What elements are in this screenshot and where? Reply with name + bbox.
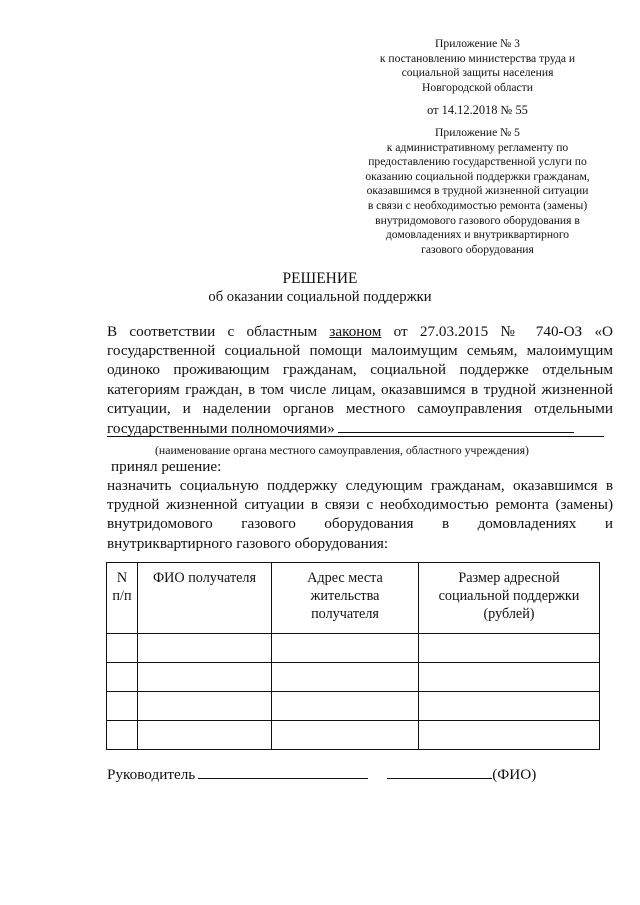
table-cell[interactable] bbox=[138, 692, 272, 721]
table-cell[interactable] bbox=[107, 634, 138, 663]
appendix-5-header bbox=[355, 126, 600, 257]
appendix-3-line: к постановлению министерства труда и bbox=[379, 51, 576, 65]
appendix-5-line: газового оборудования bbox=[421, 242, 534, 256]
preamble-line-5: ситуации, и наделении органов местного самоуправления отдельными bbox=[107, 399, 613, 417]
appendix-5-line: к административному регламенту по bbox=[386, 140, 569, 154]
table-cell[interactable] bbox=[272, 692, 419, 721]
decision-line-1: назначить социальную поддержку следующим гражданам, оказавшимся в bbox=[107, 477, 613, 494]
appendix-3-line: Новгородской области bbox=[422, 80, 533, 94]
table-cell[interactable] bbox=[138, 663, 272, 692]
decision-intro: принял решение: bbox=[111, 458, 222, 475]
appendix-5-line: домовладениях и внутриквартирного bbox=[385, 228, 570, 242]
table-cell[interactable] bbox=[272, 721, 419, 750]
authority-blank-line[interactable] bbox=[338, 418, 574, 433]
table-cell[interactable] bbox=[419, 692, 600, 721]
signature-label: Руководитель bbox=[107, 766, 196, 783]
appendix-5-title: Приложение № 5 bbox=[435, 126, 520, 139]
signature-blank[interactable] bbox=[198, 764, 368, 779]
table-row bbox=[107, 634, 600, 663]
appendix-5-line: внутридомового газового оборудования в bbox=[375, 213, 580, 227]
appendix-5-line: оказанию социальной поддержки гражданам, bbox=[365, 169, 590, 183]
decision-text bbox=[107, 476, 613, 553]
table-cell[interactable] bbox=[138, 634, 272, 663]
column-header-full-name: ФИО получателя bbox=[138, 563, 272, 634]
column-header-address: Адрес места жительства получателя bbox=[272, 563, 419, 634]
table-cell[interactable] bbox=[107, 663, 138, 692]
preamble-line-3: одиноко проживающим гражданам, социальной поддержке отдельным bbox=[107, 361, 613, 379]
table-cell[interactable] bbox=[419, 721, 600, 750]
fio-blank[interactable] bbox=[387, 764, 492, 779]
law-link[interactable]: законом bbox=[329, 323, 382, 340]
signature-line bbox=[107, 764, 536, 784]
document-subtitle: об оказании социальной поддержки bbox=[208, 289, 432, 305]
preamble-line-4: категориям граждан, в том числе лицам, оказавшимся в трудной жизненной bbox=[107, 380, 613, 398]
decision-line-4: внутриквартирного газового оборудования: bbox=[107, 534, 389, 552]
appendix-3-line: социальной защиты населения bbox=[401, 66, 554, 80]
column-header-number: N п/п bbox=[107, 563, 138, 634]
preamble-line-6: государственными полномочиями» bbox=[107, 418, 613, 438]
column-header-support-amount: Размер адресной социальной поддержки (рублей) bbox=[419, 563, 600, 634]
appendix-3-date: от 14.12.2018 № 55 bbox=[427, 103, 528, 117]
table-row bbox=[107, 692, 600, 721]
decision-line-2: трудной жизненной ситуации в связи с необходимостью ремонта (замены) bbox=[107, 496, 613, 514]
appendix-5-line: в связи с необходимостью ремонта (замены) bbox=[367, 198, 588, 212]
table-cell[interactable] bbox=[419, 663, 600, 692]
decision-line-3: внутридомового газового оборудования в домовладениях и bbox=[107, 515, 613, 533]
document-title: РЕШЕНИЕ bbox=[282, 270, 358, 287]
recipients-table bbox=[106, 562, 600, 750]
preamble-line-2: государственной социальной помощи малоимущим семьям, малоимущим bbox=[107, 342, 613, 360]
preamble bbox=[107, 322, 613, 438]
organization-blank-line[interactable] bbox=[107, 436, 604, 437]
table-header-row bbox=[107, 563, 600, 634]
table-cell[interactable] bbox=[138, 721, 272, 750]
appendix-5-line: оказавшимся в трудной жизненной ситуации bbox=[366, 184, 589, 198]
fio-label: (ФИО) bbox=[492, 766, 537, 783]
table-row bbox=[107, 721, 600, 750]
organization-caption: (наименование органа местного самоуправления, областного учреждения) bbox=[155, 443, 529, 457]
appendix-3-header bbox=[355, 37, 600, 95]
appendix-3-title: Приложение № 3 bbox=[435, 37, 520, 50]
appendix-5-line: предоставлению государственной услуги по bbox=[368, 155, 587, 169]
table-cell[interactable] bbox=[107, 721, 138, 750]
table-row bbox=[107, 663, 600, 692]
table-cell[interactable] bbox=[272, 663, 419, 692]
table-cell[interactable] bbox=[272, 634, 419, 663]
preamble-line-1: В соответствии с областным законом от 27.03.2015 № 740-ОЗ «О bbox=[107, 323, 614, 340]
table-cell[interactable] bbox=[107, 692, 138, 721]
table-cell[interactable] bbox=[419, 634, 600, 663]
